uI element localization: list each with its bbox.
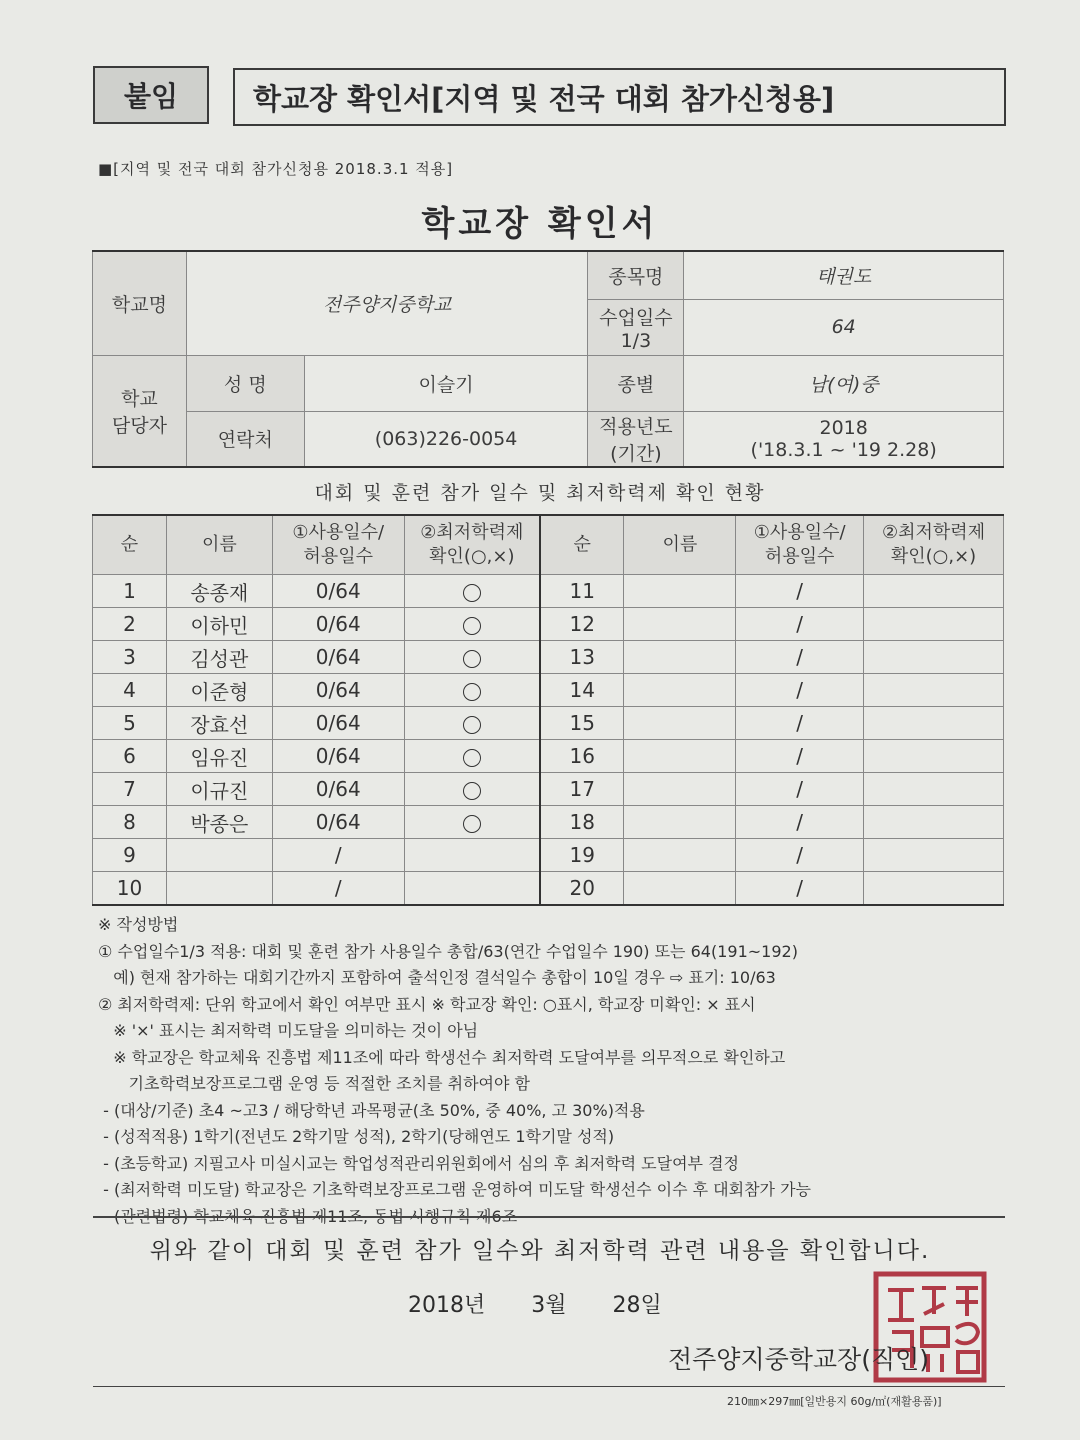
roster-no: 17 xyxy=(540,773,624,806)
check-mark-circle xyxy=(463,815,481,833)
col-no: 순 xyxy=(93,515,167,575)
roster-days: / xyxy=(736,575,864,608)
roster-check xyxy=(404,674,540,707)
check-mark-circle xyxy=(463,617,481,635)
instructions xyxy=(98,912,1018,1230)
roster-no: 10 xyxy=(93,872,167,906)
roster-check xyxy=(864,740,1004,773)
roster-check xyxy=(864,641,1004,674)
phone-label: 연락처 xyxy=(186,411,304,467)
roster-check xyxy=(404,608,540,641)
roster-days: / xyxy=(736,608,864,641)
table-row xyxy=(93,773,1004,806)
check-mark-circle xyxy=(463,749,481,767)
paper-spec-footer: 210㎜×297㎜[일반용지 60g/㎡(재활용품)] xyxy=(727,1395,942,1408)
roster-name: 이규진 xyxy=(166,773,272,806)
roster-days: 0/64 xyxy=(272,674,404,707)
roster-name xyxy=(624,707,736,740)
days-label: 수업일수 1/3 xyxy=(588,299,684,355)
roster-no: 16 xyxy=(540,740,624,773)
roster-table xyxy=(92,514,1004,906)
table-row xyxy=(93,641,1004,674)
gender-label: 종별 xyxy=(588,355,684,411)
school-name-value: 전주양지중학교 xyxy=(186,251,588,355)
check-mark-circle xyxy=(463,782,481,800)
check-mark-circle xyxy=(463,650,481,668)
phone-value: (063)226-0054 xyxy=(304,411,588,467)
days-value: 64 xyxy=(684,299,1004,355)
roster-check xyxy=(404,641,540,674)
roster-no: 13 xyxy=(540,641,624,674)
divider xyxy=(93,1216,1005,1218)
col-name: 이름 xyxy=(166,515,272,575)
roster-name xyxy=(624,773,736,806)
instruction-line: ※ 학교장은 학교체육 진흥법 제11조에 따라 학생선수 최저학력 도달여부를 의무적으로 확인하고 xyxy=(98,1047,786,1067)
roster-check xyxy=(404,806,540,839)
roster-name: 임유진 xyxy=(166,740,272,773)
roster-days: / xyxy=(736,839,864,872)
roster-days: 0/64 xyxy=(272,740,404,773)
instruction-line: - (관련법령) 학교체육 진흥법 제11조, 동법 시행규칙 제6조 xyxy=(98,1206,518,1226)
roster-name xyxy=(624,575,736,608)
roster-name xyxy=(624,872,736,906)
roster-days: / xyxy=(272,839,404,872)
instruction-line: - (최저학력 미도달) 학교장은 기초학력보장프로그램 운영하여 미도달 학생선수 이수 후 대회참가 가능 xyxy=(98,1180,811,1199)
table-row xyxy=(93,740,1004,773)
instruction-line: 예) 현재 참가하는 대회기간까지 포함하여 출석인정 결석일수 총합이 10일 경우 ⇨ 표기: 10/63 xyxy=(98,968,776,987)
roster-name: 장효선 xyxy=(166,707,272,740)
roster-check xyxy=(404,575,540,608)
col-days: ①사용일수/ 허용일수 xyxy=(272,515,404,575)
roster-no: 18 xyxy=(540,806,624,839)
roster-days: / xyxy=(736,674,864,707)
roster-no: 7 xyxy=(93,773,167,806)
roster-days: 0/64 xyxy=(272,641,404,674)
roster-no: 9 xyxy=(93,839,167,872)
date-month: 3월 xyxy=(531,1293,567,1318)
year-label: 적용년도 (기간) xyxy=(588,411,684,467)
roster-name: 박종은 xyxy=(166,806,272,839)
roster-no: 8 xyxy=(93,806,167,839)
attachment-tag: 붙임 xyxy=(93,66,209,124)
instruction-line: - (초등학교) 지필고사 미실시교는 학업성적관리위원회에서 심의 후 최저학력 도달여부 결정 xyxy=(98,1153,739,1173)
roster-days: / xyxy=(736,773,864,806)
year-value: 2018 ('18.3.1 ~ '19 2.28) xyxy=(684,411,1004,467)
roster-days: / xyxy=(736,806,864,839)
roster-check xyxy=(864,806,1004,839)
roster-no: 19 xyxy=(540,839,624,872)
contact-person-label: 학교 담당자 xyxy=(93,355,187,467)
roster-days: 0/64 xyxy=(272,806,404,839)
col-check: ②최저학력제 확인(○,×) xyxy=(864,515,1004,575)
roster-check xyxy=(864,674,1004,707)
roster-check xyxy=(404,872,540,906)
roster-check xyxy=(864,839,1004,872)
roster-check xyxy=(864,575,1004,608)
col-no: 순 xyxy=(540,515,624,575)
instruction-line: ※ '×' 표시는 최저학력 미도달을 의미하는 것이 아님 xyxy=(98,1021,479,1040)
roster-name xyxy=(624,674,736,707)
check-mark-circle xyxy=(463,716,481,734)
table-row xyxy=(93,575,1004,608)
table-row xyxy=(93,872,1004,906)
col-name: 이름 xyxy=(624,515,736,575)
roster-check xyxy=(404,707,540,740)
confirmation-statement: 위와 같이 대회 및 훈련 참가 일수와 최저학력 관련 내용을 확인합니다. xyxy=(149,1238,931,1264)
roster-check xyxy=(404,740,540,773)
roster-no: 11 xyxy=(540,575,624,608)
roster-no: 4 xyxy=(93,674,167,707)
roster-days: 0/64 xyxy=(272,707,404,740)
gender-value: 남(여)중 xyxy=(684,355,1004,411)
signing-date xyxy=(408,1288,662,1319)
instruction-line: - (대상/기준) 초4 ~고3 / 해당학년 과목평균(초 50%, 중 40%, 고 30%)적용 xyxy=(98,1100,645,1120)
roster-name xyxy=(624,806,736,839)
name-label: 성 명 xyxy=(186,355,304,411)
table-row xyxy=(93,839,1004,872)
instruction-line: ※ 작성방법 xyxy=(98,915,179,934)
roster-days: 0/64 xyxy=(272,575,404,608)
instruction-line: ① 수업일수1/3 적용: 대회 및 훈련 참가 사용일수 총합/63(연간 수업일수 190) 또는 64(191~192) xyxy=(98,941,798,961)
table-row xyxy=(93,806,1004,839)
table-row xyxy=(93,608,1004,641)
roster-name: 송종재 xyxy=(166,575,272,608)
footer-divider xyxy=(93,1386,1005,1387)
roster-days: / xyxy=(736,707,864,740)
roster-no: 20 xyxy=(540,872,624,906)
roster-name: 이준형 xyxy=(166,674,272,707)
roster-name xyxy=(624,608,736,641)
roster-days: 0/64 xyxy=(272,773,404,806)
roster-name xyxy=(166,872,272,906)
date-year: 2018년 xyxy=(408,1293,486,1318)
roster-name xyxy=(624,740,736,773)
roster-days: / xyxy=(272,872,404,906)
table-row xyxy=(93,707,1004,740)
roster-check xyxy=(864,773,1004,806)
roster-check xyxy=(864,608,1004,641)
roster-check xyxy=(864,872,1004,906)
roster-no: 3 xyxy=(93,641,167,674)
col-days: ①사용일수/ 허용일수 xyxy=(736,515,864,575)
table-row xyxy=(93,674,1004,707)
col-check: ②최저학력제 확인(○,×) xyxy=(404,515,540,575)
header-title: 학교장 확인서[지역 및 전국 대회 참가신청용] xyxy=(233,68,1006,126)
school-name-label: 학교명 xyxy=(93,251,187,355)
roster-name xyxy=(624,641,736,674)
section-title: 대회 및 훈련 참가 일수 및 최저학력제 확인 현황 xyxy=(314,482,766,504)
check-mark-circle xyxy=(463,683,481,701)
roster-no: 2 xyxy=(93,608,167,641)
info-table xyxy=(92,250,1004,468)
roster-days: / xyxy=(736,872,864,906)
date-day: 28일 xyxy=(612,1293,662,1318)
instruction-line: ② 최저학력제: 단위 학교에서 확인 여부만 표시 ※ 학교장 확인: ○표시, 학교장 미확인: × 표시 xyxy=(98,994,756,1014)
principal-signature: 전주양지중학교장(직인) xyxy=(668,1345,930,1374)
check-mark-circle xyxy=(463,584,481,602)
event-value: 태권도 xyxy=(684,251,1004,299)
roster-no: 6 xyxy=(93,740,167,773)
roster-no: 14 xyxy=(540,674,624,707)
roster-days: 0/64 xyxy=(272,608,404,641)
roster-name: 김성관 xyxy=(166,641,272,674)
roster-no: 12 xyxy=(540,608,624,641)
roster-name: 이하민 xyxy=(166,608,272,641)
roster-check xyxy=(864,707,1004,740)
instruction-line: 기초학력보장프로그램 운영 등 적절한 조치를 취하여야 함 xyxy=(98,1074,530,1093)
roster-check xyxy=(404,839,540,872)
event-label: 종목명 xyxy=(588,251,684,299)
roster-no: 15 xyxy=(540,707,624,740)
roster-no: 5 xyxy=(93,707,167,740)
roster-name xyxy=(624,839,736,872)
form-note: ■[지역 및 전국 대회 참가신청용 2018.3.1 적용] xyxy=(98,160,454,178)
roster-days: / xyxy=(736,641,864,674)
instruction-line: - (성적적용) 1학기(전년도 2학기말 성적), 2학기(당해연도 1학기말 성적) xyxy=(98,1127,615,1146)
roster-days: / xyxy=(736,740,864,773)
document-title: 학교장 확인서 xyxy=(421,204,659,244)
roster-check xyxy=(404,773,540,806)
name-value: 이슬기 xyxy=(304,355,588,411)
roster-name xyxy=(166,839,272,872)
roster-no: 1 xyxy=(93,575,167,608)
